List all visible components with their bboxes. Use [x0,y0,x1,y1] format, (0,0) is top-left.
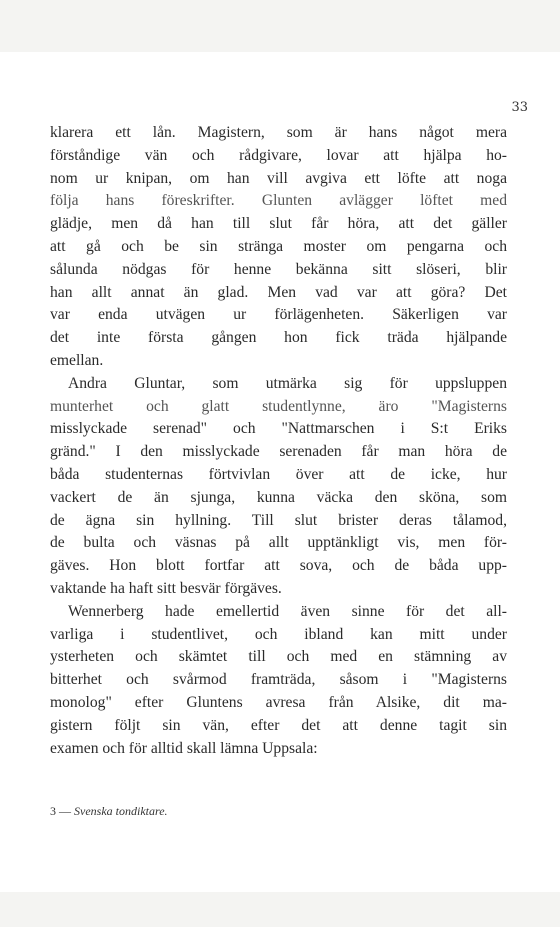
book-page [0,52,560,892]
text-line: examen och för alltid skall lämna Uppsala: [50,739,318,757]
text-line: gränd." I den misslyckade serenaden får man höra de [50,443,507,461]
text-line: båda studenternas förtvivlan över att de icke, hur [50,465,507,483]
text-line: bitterhet och svårmod framträda, såsom i "Magisterns [50,671,507,689]
footnote-signature [50,804,168,819]
text-line: klarera ett lån. Magistern, som är hans något mera [50,124,507,141]
text-line: han allt annat än glad. Men vad var att göra? Det [50,283,507,301]
text-line: ysterheten och skämtet till och med en stämning av [50,648,507,666]
text-line: misslyckade serenad" och "Nattmarschen i S:t Eriks [50,420,507,438]
body-text [50,122,507,760]
text-line: de ägna sin hyllning. Till slut brister deras tålamod, [50,511,507,529]
text-line: Wennerberg hade emellertid även sinne för det all- [68,602,507,620]
text-line: nom ur knipan, om han vill avgiva ett löfte att noga [50,169,507,187]
text-line: monolog" efter Gluntens avresa från Alsike, dit ma- [50,693,507,711]
text-line: vaktande ha haft sitt besvär förgäves. [50,579,282,597]
text-line: sålunda nödgas för henne bekänna sitt slöseri, blir [50,260,507,278]
text-line: de bulta och väsnas på allt upptänkligt vis, men för- [50,534,507,552]
text-line: följa hans föreskrifter. Glunten avlägger löftet med [50,192,507,210]
text-line: vackert de än sjunga, kunna väcka den sköna, som [50,488,507,506]
text-line: emellan. [50,351,104,369]
text-line: var enda utvägen ur förlägenheten. Säkerligen var [50,306,507,324]
text-line: munterhet och glatt studentlynne, äro "Magisterns [50,397,507,415]
text-line: gistern följt sin vän, efter det att denne tagit sin [50,716,507,734]
text-line: Andra Gluntar, som utmärka sig för uppsluppen [68,374,507,392]
footnote-source: Svenska tondiktare. [74,804,168,818]
text-line: gäves. Hon blott fortfar att sova, och de båda upp- [50,557,507,575]
page-number: 33 [511,100,528,115]
signature-mark: 3 — [50,804,71,818]
text-line: att gå och be sin stränga moster om pengarna och [50,237,507,255]
text-line: förståndige vän och rådgivare, lovar att hjälpa ho- [50,146,507,164]
text-line: glädje, men då han till slut får höra, att det gäller [50,215,507,233]
text-line: det inte första gången hon fick träda hjälpande [50,329,507,347]
text-line: varliga i studentlivet, och ibland kan mitt under [50,625,507,643]
